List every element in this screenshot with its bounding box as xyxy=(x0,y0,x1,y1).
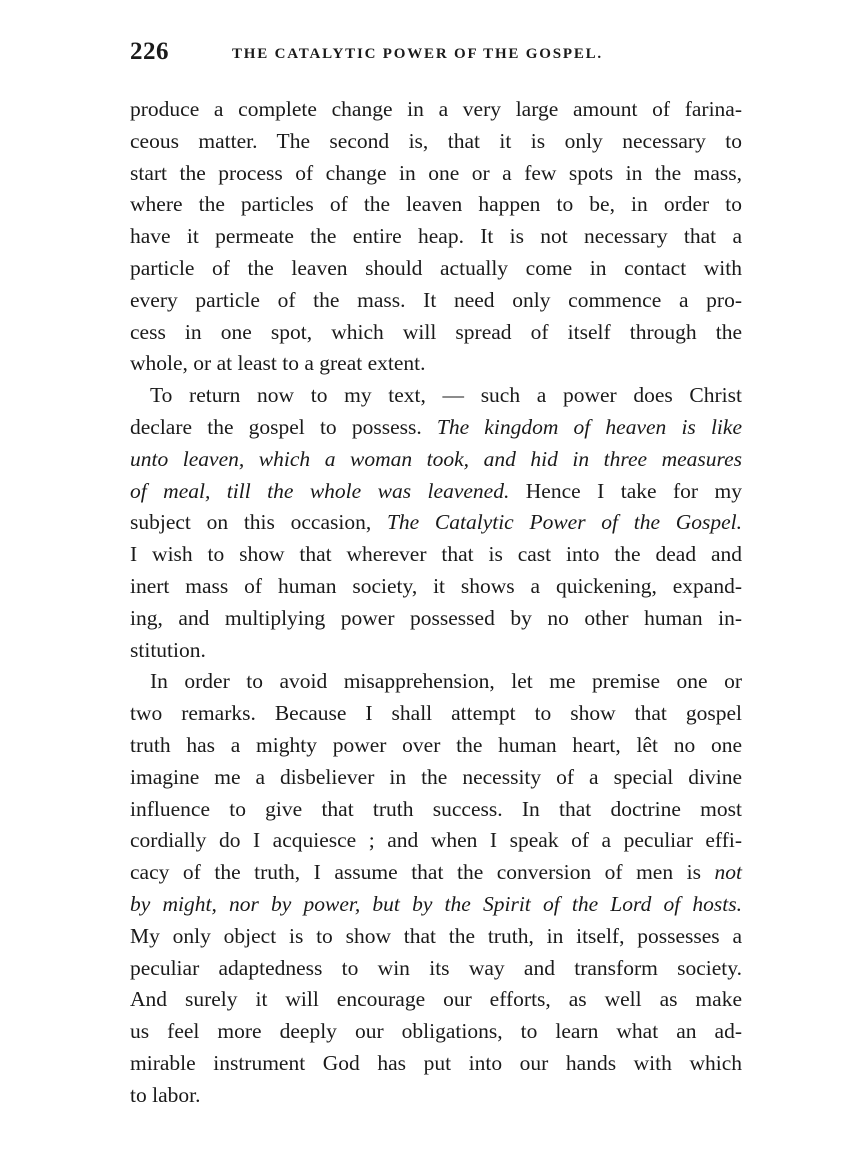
text-line xyxy=(130,221,742,253)
text-segment: I wish to show that wherever that is cast into the dead and xyxy=(130,542,742,567)
text-line xyxy=(130,348,742,380)
text-line xyxy=(130,126,742,158)
text-line xyxy=(130,635,742,667)
text-segment: To return now to my text, — such a power does Christ xyxy=(150,383,742,408)
text-segment: have it permeate the entire heap. It is not necessary that a xyxy=(130,224,742,249)
text-segment: produce a complete change in a very large amount of farina- xyxy=(130,97,742,121)
text-line xyxy=(130,1048,742,1080)
text-segment: particle of the leaven should actually come in contact with xyxy=(130,255,742,280)
text-segment: us feel more deeply our obligations, to learn what an ad- xyxy=(130,1019,742,1044)
text-line xyxy=(130,539,742,571)
text-line xyxy=(130,158,742,190)
text-line xyxy=(130,94,742,126)
text-segment: start the process of change in one or a few spots in the mass, xyxy=(130,160,742,185)
text-segment: ceous matter. The second is, that it is only necessary to xyxy=(130,128,742,153)
text-segment: truth has a mighty power over the human heart, lêt no one xyxy=(130,732,742,757)
paragraph xyxy=(130,94,742,380)
italic-text: The kingdom of heaven is like xyxy=(436,414,742,439)
paragraph xyxy=(130,380,742,666)
text-segment: cordially do I acquiesce ; and when I speak of a peculiar effi- xyxy=(130,828,742,853)
text-segment: two remarks. Because I shall attempt to show that gospel xyxy=(130,701,742,726)
text-line xyxy=(130,666,742,698)
text-line xyxy=(130,794,742,826)
text-line xyxy=(130,507,742,539)
text-segment: to labor. xyxy=(130,1082,201,1107)
text-segment: ing, and multiplying power possessed by no other human in- xyxy=(130,605,742,630)
text-segment: peculiar adaptedness to win its way and transform society. xyxy=(130,955,742,980)
text-line xyxy=(130,698,742,730)
italic-text: of meal, till the whole was leavened. xyxy=(130,478,510,503)
text-line xyxy=(130,953,742,985)
text-line xyxy=(130,603,742,635)
text-segment: where the particles of the leaven happen to be, in order to xyxy=(130,192,742,217)
text-segment: My only object is to show that the truth, in itself, possesses a xyxy=(130,923,742,948)
page-number: 226 xyxy=(130,38,169,65)
text-segment: every particle of the mass. It need only commence a pro- xyxy=(130,287,742,312)
text-segment: And surely it will encourage our efforts, as well as make xyxy=(130,987,742,1012)
italic-text: unto leaven, which a woman took, and hid in three measures xyxy=(130,446,742,471)
text-line xyxy=(130,921,742,953)
text-line xyxy=(130,857,742,889)
text-line xyxy=(130,189,742,221)
text-line xyxy=(130,889,742,921)
text-line xyxy=(130,444,742,476)
italic-text: by might, nor by power, but by the Spirit of the Lord of hosts. xyxy=(130,891,742,916)
text-line xyxy=(130,412,742,444)
text-line xyxy=(130,380,742,412)
text-segment: cess in one spot, which will spread of itself through the xyxy=(130,319,742,344)
text-segment: declare the gospel to possess. xyxy=(130,414,437,439)
text-line xyxy=(130,762,742,794)
text-line xyxy=(130,825,742,857)
text-segment: Hence I take for my xyxy=(509,478,742,503)
text-segment: influence to give that truth success. In that doctrine most xyxy=(130,796,742,821)
page-header xyxy=(130,38,650,68)
text-segment: subject on this occasion, xyxy=(130,510,387,535)
text-line xyxy=(130,730,742,762)
italic-text: not xyxy=(714,860,742,885)
text-line xyxy=(130,317,742,349)
italic-text: The Catalytic Power of the Gospel. xyxy=(386,510,742,535)
text-line xyxy=(130,1080,742,1112)
text-line xyxy=(130,984,742,1016)
text-line xyxy=(130,1016,742,1048)
text-line xyxy=(130,571,742,603)
text-line xyxy=(130,285,742,317)
text-line xyxy=(130,476,742,508)
text-segment: cacy of the truth, I assume that the conversion of men is xyxy=(130,860,715,885)
text-segment: whole, or at least to a great extent. xyxy=(130,351,426,376)
text-segment: imagine me a disbeliever in the necessity of a special divine xyxy=(130,764,742,789)
text-segment: stitution. xyxy=(130,637,206,662)
running-head: THE CATALYTIC POWER OF THE GOSPEL. xyxy=(232,46,603,62)
text-segment: inert mass of human society, it shows a quickening, expand- xyxy=(130,573,742,598)
text-segment: mirable instrument God has put into our hands with which xyxy=(130,1050,742,1075)
paragraph xyxy=(130,666,742,1111)
body-text xyxy=(130,94,742,1112)
text-segment: In order to avoid misapprehension, let me premise one or xyxy=(150,669,742,694)
text-line xyxy=(130,253,742,285)
